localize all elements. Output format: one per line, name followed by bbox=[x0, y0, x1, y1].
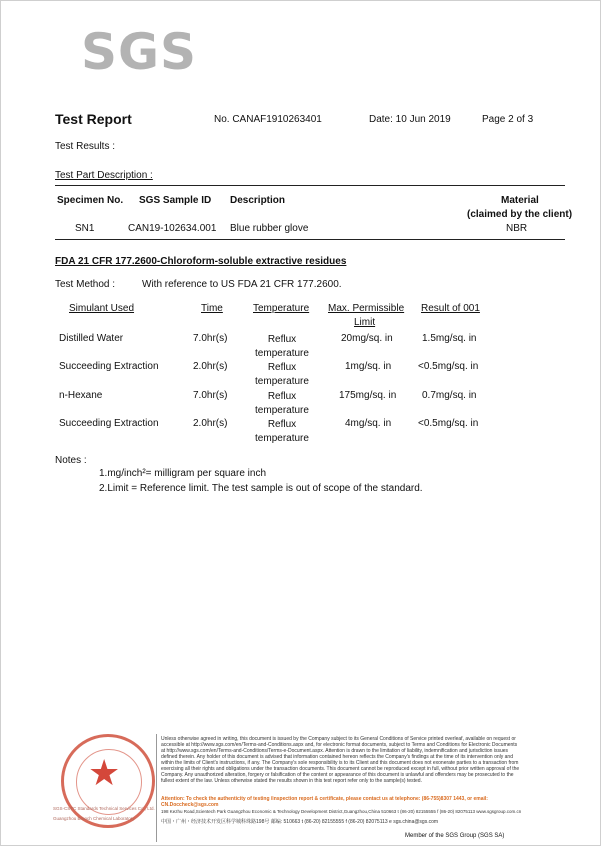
seal-stamp-icon: ★ bbox=[61, 734, 155, 828]
test-part-label: Test Part Description : bbox=[55, 170, 153, 181]
sample-material: NBR bbox=[506, 223, 528, 234]
specimen-no: SN1 bbox=[75, 223, 95, 234]
page-number: Page 2 of 3 bbox=[482, 114, 534, 125]
note-2: 2.Limit = Reference limit. The test sample is out of scope of the standard. bbox=[99, 483, 423, 494]
row3-result: 0.7mg/sq. in bbox=[422, 390, 477, 401]
row4-time: 2.0hr(s) bbox=[193, 418, 228, 429]
row3-temperature: Reflux temperature bbox=[255, 391, 309, 416]
row4-result: <0.5mg/sq. in bbox=[418, 418, 479, 429]
row1-simulant: Distilled Water bbox=[59, 333, 124, 344]
row2-max-limit: 1mg/sq. in bbox=[345, 361, 392, 372]
row3-simulant: n-Hexane bbox=[59, 390, 103, 401]
row4-simulant: Succeeding Extraction bbox=[59, 418, 159, 429]
sgs-member-note: Member of the SGS Group (SGS SA) bbox=[405, 833, 505, 839]
row3-time: 7.0hr(s) bbox=[193, 390, 228, 401]
report-title: Test Report bbox=[55, 111, 132, 127]
divider-bottom bbox=[55, 239, 565, 240]
row1-temperature: Reflux temperature bbox=[255, 334, 309, 359]
seal-lab-name: SGS-CSTC Standards Technical Services Co., Ltd. bbox=[53, 806, 155, 811]
row1-max-limit: 20mg/sq. in bbox=[341, 333, 393, 344]
header-time: Time bbox=[201, 303, 223, 314]
sgs-logo: SGS bbox=[81, 23, 198, 81]
seal-lab-branch: Guangzhou Branch Chemical Laboratory bbox=[53, 816, 135, 821]
test-method-value: With reference to US FDA 21 CFR 177.2600. bbox=[142, 279, 342, 290]
footer-attention: Attention: To check the authenticity of testing /inspection report & certificate, please contact us at telephone: (86-755)8307 1443, or email: CN.Doccheck@sgs.com bbox=[161, 796, 488, 808]
footer-divider bbox=[156, 734, 157, 842]
section-title: FDA 21 CFR 177.2600-Chloroform-soluble extractive residues bbox=[55, 256, 347, 267]
footer-address-cn: 中国・广州・经济技术开发区科学城科珠路198号 邮编: 510663 t (86-20) 82155555 f (86-20) 82075113 e sgs.china@sgs.com bbox=[161, 819, 439, 825]
report-date: Date: 10 Jun 2019 bbox=[369, 114, 451, 125]
test-results-label: Test Results : bbox=[55, 141, 116, 152]
header-simulant: Simulant Used bbox=[69, 303, 135, 314]
header-temperature: Temperature bbox=[253, 303, 310, 314]
test-method-label: Test Method : bbox=[55, 279, 116, 290]
sample-description: Blue rubber glove bbox=[230, 223, 309, 234]
row3-max-limit: 175mg/sq. in bbox=[339, 390, 397, 401]
header-max-limit-line1: Max. Permissible bbox=[328, 303, 405, 314]
row2-result: <0.5mg/sq. in bbox=[418, 361, 479, 372]
notes-label: Notes : bbox=[55, 455, 87, 466]
header-max-limit-line2: Limit bbox=[354, 317, 376, 328]
row4-max-limit: 4mg/sq. in bbox=[345, 418, 392, 429]
report-number: No. CANAF1910263401 bbox=[214, 114, 322, 125]
col-sample-id: SGS Sample ID bbox=[139, 195, 212, 206]
col-material: Material bbox=[501, 195, 539, 206]
header-result: Result of 001 bbox=[421, 303, 480, 314]
col-material-sub: (claimed by the client) bbox=[467, 209, 573, 220]
row2-simulant: Succeeding Extraction bbox=[59, 361, 159, 372]
row1-result: 1.5mg/sq. in bbox=[422, 333, 477, 344]
row2-temperature: Reflux temperature bbox=[255, 362, 309, 387]
divider-top bbox=[55, 185, 565, 186]
sample-id: CAN19-102634.001 bbox=[128, 223, 217, 234]
footer-disclaimer: Unless otherwise agreed in writing, this document is issued by the Company subject to its General Conditions of Service printed overleaf, available on request or accessible at http://www.sgs.com/en/Terms-and-Conditions.aspx and, for electronic format documents, subject to Terms and Conditions for Electronic Documents at http://www.sgs.com/en/Terms-and-Conditions/Terms-e-Document.aspx. Attention is drawn to the limitation of liability, indemnification and jurisdiction issues defined therein. Any holder of this document is advised that information contained hereon reflects the Company's findings at the time of its intervention only and within the limits of Client's instructions, if any. The Company's sole responsibility is to its Client and this document does not exonerate parties to a transaction from exercising all their rights and obligations under the transaction documents. This document cannot be reproduced except in full, without prior written approval of the Company. Any unauthorized alteration, forgery or falsification of the content or appearance of this document is unlawful and offenders may be prosecuted to the fullest extent of the law. Unless otherwise stated the results shown in this test report refer only to the sample(s) tested. bbox=[161, 736, 520, 784]
row4-temperature: Reflux temperature bbox=[255, 419, 309, 444]
footer-address-en: 198 Kezhu Road,Scientech Park Guangzhou Economic & Technology Development District,Guangzhou,China 510663 t (86-20) 82155555 f (86-20) 82075113 www.sgsgroup.com.cn bbox=[161, 809, 522, 814]
note-1: 1.mg/inch²= milligram per square inch bbox=[99, 468, 267, 479]
col-description: Description bbox=[230, 195, 286, 206]
col-specimen: Specimen No. bbox=[57, 195, 124, 206]
row2-time: 2.0hr(s) bbox=[193, 361, 228, 372]
row1-time: 7.0hr(s) bbox=[193, 333, 228, 344]
